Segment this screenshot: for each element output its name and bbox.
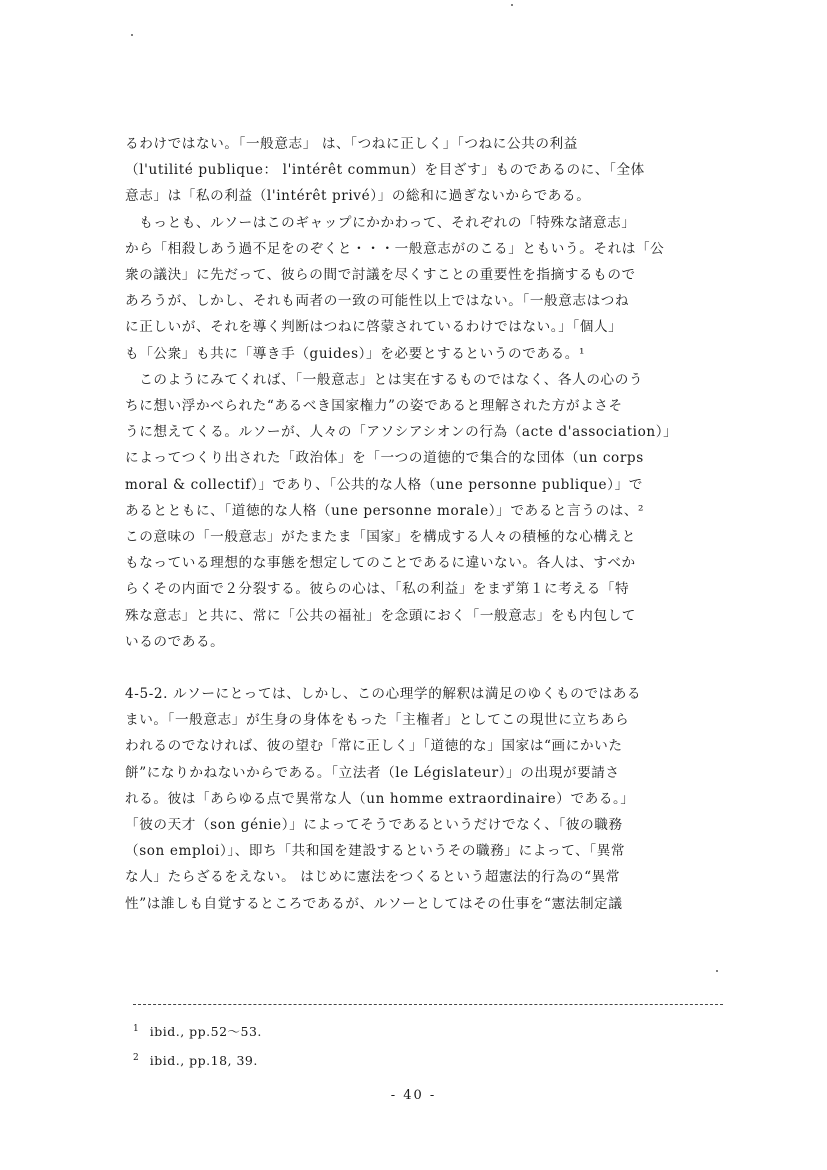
scan-speck	[716, 970, 718, 972]
text-line: も「公衆」も共に「導き手（guides）」を必要とするというのである。¹	[125, 345, 585, 362]
text-line: われるのでなければ、彼の望む「常に正しく」「道徳的な」国家は“画にかいた	[125, 738, 623, 755]
text-line: いるのである。	[125, 633, 225, 650]
text-line: に正しいが、それを導く判断はつねに啓蒙されているわけではない。」「個人」	[125, 319, 623, 336]
paragraph-2	[125, 681, 725, 917]
text-line: もなっている理想的な事態を想定してのことであるに違いない。各人は、すべか	[125, 555, 636, 572]
text-line: 「彼の天才（son génie）」によってそうであるというだけでなく、「彼の職務	[125, 817, 623, 834]
text-line: 衆の議決」に先だって、彼らの間で討議を尽くすことの重要性を指摘するもので	[125, 267, 636, 284]
text-line: 殊な意志」と共に、常に「公共の福祉」を念頭におく「一般意志」をも内包して	[125, 607, 636, 624]
text-line: ちに想い浮かべられた“あるべき国家権力”の姿であると理解された方がよさそ	[125, 398, 623, 415]
text-line: （son emploi）」、即ち「共和国を建設するというその職務」によって、「異常	[125, 843, 626, 860]
text-line: れる。彼は「あらゆる点で異常な人（un homme extraordinaire）である。」	[125, 790, 635, 807]
page-number: - 40 -	[390, 1088, 437, 1103]
text-line: 餅”になりかねないからである。「立法者（le Législateur）」の出現が要請さ	[125, 764, 620, 781]
text-line: （l'utilité publique： l'intérêt commun）を目ざす」ものであるのに、「全体	[125, 162, 645, 179]
text-line: によってつくり出された「政治体」を「一つの道徳的で集合的な団体（un corps	[125, 450, 644, 467]
text-line: から「相殺しあう過不足をのぞくと・・・一般意志がのこる」ともいう。それは「公	[125, 240, 665, 257]
footnote-text: ibid., pp.52～53.	[149, 1024, 262, 1040]
footnote-text: ibid., pp.18, 39.	[149, 1053, 258, 1069]
paragraph-spacer	[125, 655, 725, 681]
text-line: らくその内面で２分裂する。彼らの心は、「私の利益」をまず第１に考える「特	[125, 581, 630, 598]
text-line: この意味の「一般意志」がたまたま「国家」を構成する人々の積極的な心構えと	[125, 529, 636, 546]
text-line: うに想えてくる。ルソーが、人々の「アソシアシオンの行為（acte d'association）」	[125, 424, 678, 441]
text-line: あろうが、しかし、それも両者の一致の可能性以上ではない。「一般意志はつね	[125, 293, 630, 310]
footnote-2	[133, 1045, 723, 1074]
paragraph-1	[125, 131, 725, 655]
footnote-mark: 1	[133, 1024, 140, 1034]
document-body	[125, 131, 725, 917]
text-line: 意志」は「私の利益（l'intérêt privé）」の総和に過ぎないからである。	[125, 188, 591, 205]
footnotes	[133, 1016, 723, 1074]
footnote-divider	[133, 1004, 723, 1005]
text-line: 4-5-2. ルソーにとっては、しかし、この心理学的解釈は満足のゆくものではある	[125, 686, 642, 703]
text-line: もっとも、ルソーはこのギャップにかかわって、それぞれの「特殊な諸意志」	[125, 214, 636, 231]
text-line: な人」たらざるをえない。 はじめに憲法をつくるという超憲法的行為の“異常	[125, 869, 621, 886]
text-line: まい。「一般意志」が生身の身体をもった「主権者」としてこの現世に立ちあら	[125, 712, 630, 729]
scan-speck	[131, 34, 133, 36]
scan-speck	[511, 4, 513, 6]
text-line: あるとともに、「道徳的な人格（une personne morale）」であると言うのは、²	[125, 502, 645, 519]
footnote-mark: 2	[133, 1053, 140, 1064]
text-line: 性”は誰しも自覚するところであるが、ルソーとしてはその仕事を“憲法制定議	[125, 895, 623, 912]
text-line: moral & collectif）」であり、「公共的な人格（une personne publique）」で	[125, 476, 643, 493]
text-line: るわけではない。「一般意志」 は、「つねに正しく」「つねに公共の利益	[125, 136, 578, 152]
text-line: このようにみてくれば、「一般意志」とは実在するものではなく、各人の心のう	[125, 371, 644, 388]
footnote-1	[133, 1016, 723, 1045]
